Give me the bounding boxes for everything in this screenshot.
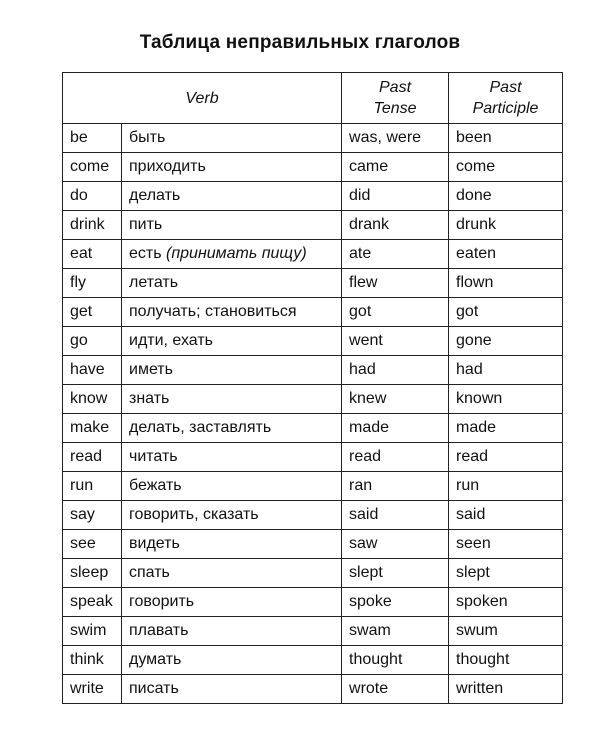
past-participle-text: read bbox=[456, 448, 489, 465]
past-participle-text: made bbox=[456, 419, 497, 436]
verb-cell bbox=[63, 530, 122, 559]
past-tense-text: was, were bbox=[349, 129, 422, 146]
translation-text: летать bbox=[129, 274, 179, 291]
past-tense-cell bbox=[342, 588, 449, 617]
past-participle-text: been bbox=[456, 129, 492, 146]
past-participle-cell bbox=[449, 617, 563, 646]
past-participle-cell bbox=[449, 182, 563, 211]
header-past-participle bbox=[449, 73, 563, 124]
verb-cell bbox=[63, 472, 122, 501]
translation-cell bbox=[122, 269, 342, 298]
past-tense-text: swam bbox=[349, 622, 391, 639]
table-header-row bbox=[63, 73, 563, 124]
translation-cell bbox=[122, 646, 342, 675]
verb-text: fly bbox=[70, 274, 86, 291]
translation-text: плавать bbox=[129, 622, 189, 639]
past-participle-text: eaten bbox=[456, 245, 497, 262]
translation-text: писать bbox=[129, 680, 179, 697]
table-row bbox=[63, 559, 563, 588]
translation-text: думать bbox=[129, 651, 182, 668]
verb-text: drink bbox=[70, 216, 105, 233]
verb-cell bbox=[63, 298, 122, 327]
past-tense-cell bbox=[342, 501, 449, 530]
past-tense-text: went bbox=[349, 332, 383, 349]
past-participle-cell bbox=[449, 385, 563, 414]
verb-text: go bbox=[70, 332, 88, 349]
past-tense-text: came bbox=[349, 158, 389, 175]
past-participle-cell bbox=[449, 588, 563, 617]
table-row bbox=[63, 182, 563, 211]
verb-text: see bbox=[70, 535, 96, 552]
table-row bbox=[63, 298, 563, 327]
past-participle-text: said bbox=[456, 506, 486, 523]
past-tense-cell bbox=[342, 153, 449, 182]
translation-cell bbox=[122, 501, 342, 530]
past-tense-text: saw bbox=[349, 535, 378, 552]
past-participle-text: got bbox=[456, 303, 479, 320]
past-tense-text: spoke bbox=[349, 593, 392, 610]
past-participle-cell bbox=[449, 298, 563, 327]
translation-cell bbox=[122, 124, 342, 153]
past-participle-cell bbox=[449, 269, 563, 298]
past-tense-cell bbox=[342, 646, 449, 675]
past-tense-text: ate bbox=[349, 245, 372, 262]
irregular-verbs-table bbox=[62, 72, 563, 704]
verb-cell bbox=[63, 559, 122, 588]
table-row bbox=[63, 211, 563, 240]
verb-text: think bbox=[70, 651, 104, 668]
translation-cell bbox=[122, 240, 342, 269]
translation-text: видеть bbox=[129, 535, 180, 552]
past-participle-text: swum bbox=[456, 622, 498, 639]
translation-text: делать, заставлять bbox=[129, 419, 272, 436]
past-tense-cell bbox=[342, 211, 449, 240]
translation-cell bbox=[122, 530, 342, 559]
past-tense-text: wrote bbox=[349, 680, 389, 697]
translation-cell bbox=[122, 559, 342, 588]
translation-cell bbox=[122, 327, 342, 356]
past-tense-text: knew bbox=[349, 390, 387, 407]
translation-note: (принимать пищу) bbox=[166, 245, 307, 262]
past-tense-cell bbox=[342, 414, 449, 443]
translation-text: читать bbox=[129, 448, 178, 465]
verb-cell bbox=[63, 414, 122, 443]
verb-text: have bbox=[70, 361, 105, 378]
past-participle-text: slept bbox=[456, 564, 490, 581]
translation-cell bbox=[122, 356, 342, 385]
verb-text: come bbox=[70, 158, 110, 175]
verb-cell bbox=[63, 240, 122, 269]
past-participle-cell bbox=[449, 675, 563, 704]
past-tense-text: did bbox=[349, 187, 371, 204]
verb-cell bbox=[63, 617, 122, 646]
header-past-tense bbox=[342, 73, 449, 124]
translation-text: знать bbox=[129, 390, 170, 407]
verb-text: know bbox=[70, 390, 108, 407]
translation-text: говорить bbox=[129, 593, 195, 610]
table-row bbox=[63, 414, 563, 443]
verb-cell bbox=[63, 501, 122, 530]
past-participle-text: seen bbox=[456, 535, 491, 552]
table-row bbox=[63, 124, 563, 153]
table-row bbox=[63, 269, 563, 298]
translation-text: спать bbox=[129, 564, 170, 581]
past-participle-cell bbox=[449, 327, 563, 356]
verb-text: run bbox=[70, 477, 94, 494]
translation-cell bbox=[122, 414, 342, 443]
past-participle-text: thought bbox=[456, 651, 510, 668]
verb-cell bbox=[63, 588, 122, 617]
past-tense-text: said bbox=[349, 506, 379, 523]
past-participle-cell bbox=[449, 530, 563, 559]
translation-text: быть bbox=[129, 129, 166, 146]
past-participle-text: known bbox=[456, 390, 503, 407]
verb-cell bbox=[63, 269, 122, 298]
past-participle-cell bbox=[449, 153, 563, 182]
past-tense-cell bbox=[342, 356, 449, 385]
table-row bbox=[63, 617, 563, 646]
past-participle-text: flown bbox=[456, 274, 494, 291]
past-tense-cell bbox=[342, 298, 449, 327]
past-participle-text: drunk bbox=[456, 216, 497, 233]
past-tense-cell bbox=[342, 559, 449, 588]
past-tense-cell bbox=[342, 617, 449, 646]
past-tense-cell bbox=[342, 182, 449, 211]
table-row bbox=[63, 443, 563, 472]
past-tense-cell bbox=[342, 124, 449, 153]
header-past-participle-line-2: Participle bbox=[472, 100, 539, 117]
past-tense-text: thought bbox=[349, 651, 403, 668]
table-body bbox=[63, 124, 563, 704]
translation-text: есть bbox=[129, 245, 162, 262]
table-row bbox=[63, 385, 563, 414]
table-row bbox=[63, 646, 563, 675]
past-participle-text: run bbox=[456, 477, 480, 494]
past-participle-cell bbox=[449, 443, 563, 472]
past-participle-cell bbox=[449, 646, 563, 675]
table-row bbox=[63, 153, 563, 182]
past-tense-text: slept bbox=[349, 564, 383, 581]
table-row bbox=[63, 675, 563, 704]
translation-cell bbox=[122, 588, 342, 617]
translation-text: иметь bbox=[129, 361, 173, 378]
translation-cell bbox=[122, 675, 342, 704]
verb-cell bbox=[63, 124, 122, 153]
table-row bbox=[63, 356, 563, 385]
verb-text: do bbox=[70, 187, 88, 204]
past-participle-text: written bbox=[456, 680, 504, 697]
translation-text: пить bbox=[129, 216, 163, 233]
verb-cell bbox=[63, 182, 122, 211]
past-participle-cell bbox=[449, 211, 563, 240]
translation-cell bbox=[122, 182, 342, 211]
past-tense-cell bbox=[342, 327, 449, 356]
header-past-participle-line-1: Past bbox=[489, 79, 522, 96]
past-tense-text: drank bbox=[349, 216, 390, 233]
past-tense-text: read bbox=[349, 448, 382, 465]
past-tense-cell bbox=[342, 472, 449, 501]
header-verb: Verb bbox=[63, 73, 342, 124]
table-row bbox=[63, 240, 563, 269]
translation-cell bbox=[122, 385, 342, 414]
translation-text: бежать bbox=[129, 477, 182, 494]
translation-text: идти, ехать bbox=[129, 332, 214, 349]
past-tense-cell bbox=[342, 675, 449, 704]
page-title: Таблица неправильных глаголов bbox=[139, 32, 461, 53]
past-tense-cell bbox=[342, 530, 449, 559]
past-participle-cell bbox=[449, 501, 563, 530]
past-participle-cell bbox=[449, 414, 563, 443]
verb-text: get bbox=[70, 303, 93, 320]
translation-cell bbox=[122, 472, 342, 501]
past-participle-cell bbox=[449, 559, 563, 588]
past-participle-cell bbox=[449, 240, 563, 269]
past-participle-text: gone bbox=[456, 332, 492, 349]
past-tense-text: made bbox=[349, 419, 390, 436]
translation-cell bbox=[122, 153, 342, 182]
table-row bbox=[63, 501, 563, 530]
past-tense-cell bbox=[342, 443, 449, 472]
verb-cell bbox=[63, 211, 122, 240]
past-tense-cell bbox=[342, 240, 449, 269]
table-row bbox=[63, 472, 563, 501]
table-row bbox=[63, 327, 563, 356]
past-participle-cell bbox=[449, 124, 563, 153]
verb-text: be bbox=[70, 129, 88, 146]
past-tense-cell bbox=[342, 385, 449, 414]
past-tense-text: ran bbox=[349, 477, 373, 494]
header-past-tense-line-1: Past bbox=[379, 79, 412, 96]
translation-text: получать; становиться bbox=[129, 303, 297, 320]
translation-text: приходить bbox=[129, 158, 206, 175]
past-participle-text: done bbox=[456, 187, 492, 204]
verb-cell bbox=[63, 356, 122, 385]
translation-cell bbox=[122, 298, 342, 327]
verb-cell bbox=[63, 153, 122, 182]
verb-cell bbox=[63, 646, 122, 675]
past-tense-text: flew bbox=[349, 274, 378, 291]
header-past-tense-line-2: Tense bbox=[373, 100, 417, 117]
verb-text: speak bbox=[70, 593, 113, 610]
past-participle-text: had bbox=[456, 361, 483, 378]
verb-cell bbox=[63, 675, 122, 704]
table-row bbox=[63, 530, 563, 559]
translation-text: говорить, сказать bbox=[129, 506, 259, 523]
past-tense-text: had bbox=[349, 361, 376, 378]
verb-text: say bbox=[70, 506, 95, 523]
past-participle-text: come bbox=[456, 158, 496, 175]
verb-text: swim bbox=[70, 622, 107, 639]
past-participle-cell bbox=[449, 356, 563, 385]
translation-cell bbox=[122, 443, 342, 472]
past-participle-text: spoken bbox=[456, 593, 508, 610]
verb-text: make bbox=[70, 419, 110, 436]
verb-text: read bbox=[70, 448, 103, 465]
verb-cell bbox=[63, 327, 122, 356]
verb-cell bbox=[63, 443, 122, 472]
translation-cell bbox=[122, 211, 342, 240]
translation-cell bbox=[122, 617, 342, 646]
past-tense-text: got bbox=[349, 303, 372, 320]
past-tense-cell bbox=[342, 269, 449, 298]
translation-text: делать bbox=[129, 187, 181, 204]
verb-text: sleep bbox=[70, 564, 109, 581]
verb-cell bbox=[63, 385, 122, 414]
verb-text: write bbox=[70, 680, 104, 697]
past-participle-cell bbox=[449, 472, 563, 501]
table-row bbox=[63, 588, 563, 617]
verb-text: eat bbox=[70, 245, 93, 262]
